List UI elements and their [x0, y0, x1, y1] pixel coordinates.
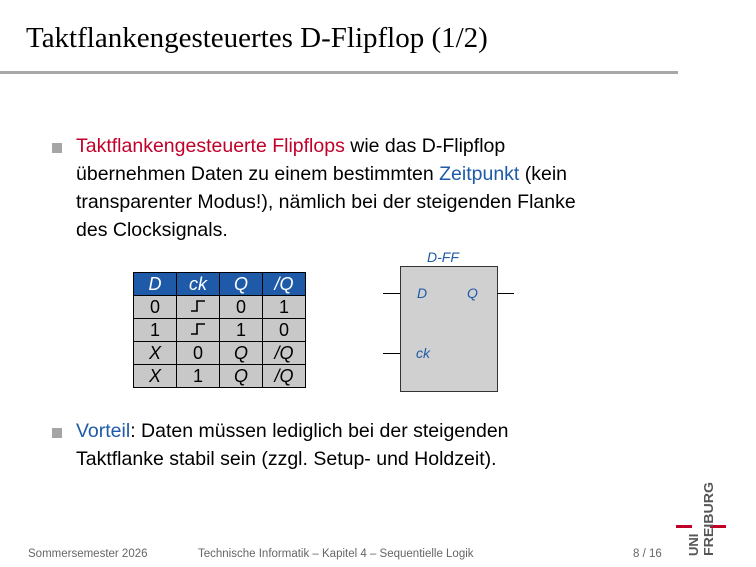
bullet-2-text	[76, 417, 696, 473]
time-highlight: Zeitpunkt	[439, 163, 520, 185]
pin-q-label: Q	[467, 285, 478, 301]
pin-q-line	[497, 293, 514, 294]
pin-ck-line	[383, 353, 400, 354]
rising-edge-icon	[177, 296, 220, 319]
dff-label: D-FF	[427, 249, 459, 265]
footer-course: Technische Informatik – Kapitel 4 – Sequentielle Logik	[198, 548, 474, 560]
advantage-highlight: Vorteil	[76, 420, 131, 442]
table-row: 1 1 0	[134, 319, 306, 342]
dff-block	[400, 266, 498, 392]
header-q: Q	[220, 273, 263, 296]
bullet-2-line-2: Taktflanke stabil sein (zzgl. Setup- und Holdzeit).	[76, 448, 497, 470]
rising-edge-icon	[177, 319, 220, 342]
table-row: X 1 Q /Q	[134, 365, 306, 388]
bullet-2-line-1: Vorteil: Daten müssen lediglich bei der steigenden	[76, 420, 509, 442]
university-logo	[676, 478, 726, 558]
slide-title: Taktflankengesteuertes D-Flipflop (1/2)	[26, 22, 488, 54]
footer-semester: Sommersemester 2026	[28, 548, 148, 560]
bullet-1-line-4: des Clocksignals.	[76, 219, 228, 241]
header-ck: ck	[177, 273, 220, 296]
bullet-marker	[52, 428, 62, 438]
pin-ck-label: ck	[416, 345, 430, 361]
footer-page-number: 8 / 16	[633, 548, 662, 560]
bullet-marker	[52, 143, 62, 153]
bullet-1-line-3: transparenter Modus!), nämlich bei der steigenden Flanke	[76, 191, 576, 213]
pin-d-line	[383, 293, 400, 294]
bullet-1-text	[76, 132, 696, 244]
table-header-row	[134, 273, 306, 296]
svg-text:UNI: UNI	[686, 533, 701, 556]
svg-text:FREIBURG: FREIBURG	[701, 488, 716, 556]
truth-table	[133, 272, 306, 388]
title-divider	[0, 71, 678, 74]
bullet-1-line-2: übernehmen Daten zu einem bestimmten Zeitpunkt (kein	[76, 163, 568, 185]
bullet-1-line-1: Taktflankengesteuerte Flipflops wie das D-Flipflop	[76, 135, 506, 157]
term-highlight: Taktflankengesteuerte Flipflops	[76, 135, 345, 157]
header-d: D	[134, 273, 177, 296]
table-row: X 0 Q /Q	[134, 342, 306, 365]
pin-d-label: D	[417, 285, 428, 301]
header-qbar: /Q	[263, 273, 306, 296]
table-row: 0 0 1	[134, 296, 306, 319]
